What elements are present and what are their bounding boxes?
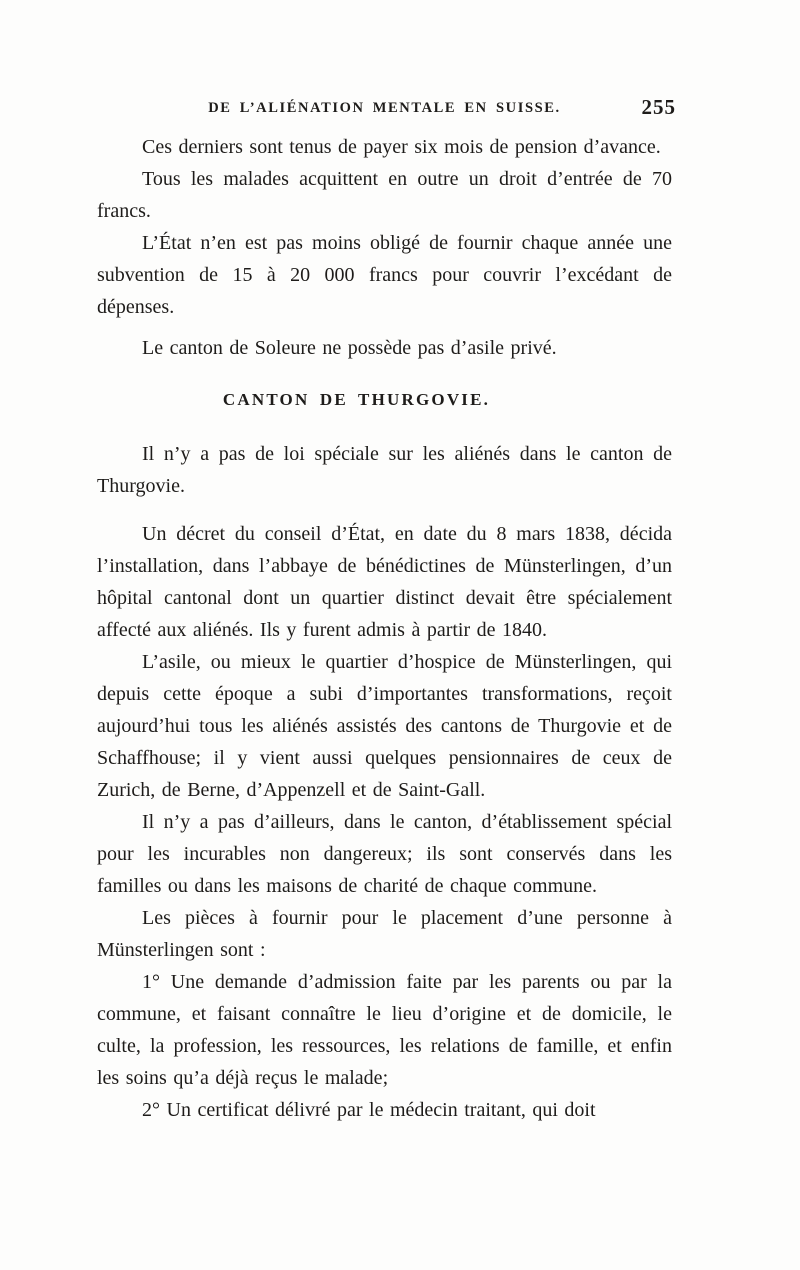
paragraph-droit-entree: Tous les malades acquittent en outre un droit d’entrée de 70 francs. [97,168,672,222]
running-title: DE L’ALIÉNATION MENTALE EN SUISSE. [208,100,561,116]
paragraph-incurables: Il n’y a pas d’ailleurs, dans le canton, d’établissement spécial pour les incurables non dangereux; ils sont conservés dans les familles ou dans les maisons de charité de chaque commune. [97,811,672,897]
paragraph-item-1-demande-admission: 1° Une demande d’admission faite par les parents ou par la commune, et faisant connaître le lieu d’origine et de domicile, le culte, la profession, les ressources, les relations de famille, et enfin les soins qu’a déjà reçus le malade; [97,971,672,1089]
paragraph-pension-advance: Ces derniers sont tenus de payer six mois de pension d’avance. [142,136,661,158]
page-content [97,131,672,1126]
paragraph-canton-soleure: Le canton de Soleure ne possède pas d’asile privé. [142,337,557,359]
paragraph-item-2-certificat-medecin: 2° Un certificat délivré par le médecin traitant, qui doit [142,1099,596,1121]
section-heading-canton-thurgovie: CANTON DE THURGOVIE. [222,390,491,409]
page-header [97,95,676,119]
page-number: 255 [641,95,676,119]
paragraph-subvention-etat: L’État n’en est pas moins obligé de fournir chaque année une subvention de 15 à 20 000 francs pour couvrir l’excédant de dépenses. [97,232,672,318]
paragraph-pieces-a-fournir: Les pièces à fournir pour le placement d’une personne à Münsterlingen sont : [97,907,672,961]
paragraph-asile-munsterlingen: L’asile, ou mieux le quartier d’hospice de Münsterlingen, qui depuis cette époque a subi d’importantes transformations, reçoit aujourd’hui tous les aliénés assistés des cantons de Thurgovie et de Schaffhouse; il y vient aussi quelques pensionnaires de ceux de Zurich, de Berne, d’Appenzell et de Saint-Gall. [97,651,672,801]
paragraph-decret-1838: Un décret du conseil d’État, en date du 8 mars 1838, décida l’installation, dans l’abbaye de bénédictines de Münsterlingen, d’un hôpital cantonal dont un quartier distinct devait être spécialement affecté aux aliénés. Ils y furent admis à partir de 1840. [97,523,672,641]
paragraph-pas-de-loi: Il n’y a pas de loi spéciale sur les aliénés dans le canton de Thurgovie. [97,443,672,497]
